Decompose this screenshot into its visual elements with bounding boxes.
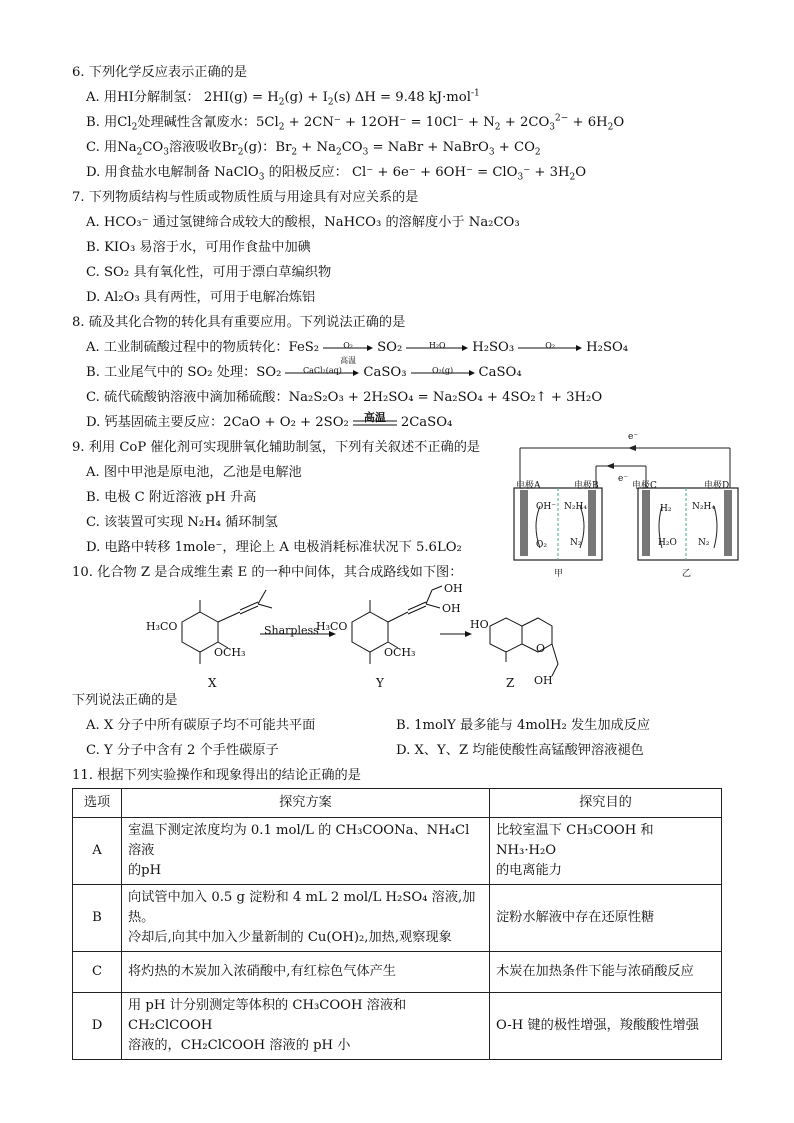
oxygen-label: O₂ bbox=[536, 540, 547, 550]
q6-d-text: D. 用食盐水电解制备 NaClO bbox=[86, 165, 259, 180]
arrow-condition: H₂O bbox=[428, 340, 446, 350]
plan-line: 冷却后,向其中加入少量新制的 Cu(OH)₂,加热,观察现象 bbox=[128, 930, 452, 945]
q6-b-text3: + 2CN⁻ + 12OH⁻ = 10Cl⁻ + N bbox=[284, 115, 495, 130]
row-goal bbox=[490, 885, 722, 952]
q6-c-text4: (g)：Br bbox=[243, 140, 292, 155]
header-goal: 探究目的 bbox=[490, 789, 722, 818]
x-methoxy-label: H₃CO bbox=[146, 620, 178, 633]
q6-c-text6: CO bbox=[341, 140, 363, 155]
row-option: B bbox=[73, 885, 122, 952]
plan-line: 将灼热的木炭加入浓硝酸中,有红棕色气体产生 bbox=[128, 964, 396, 979]
q6-d-text4: O bbox=[575, 165, 587, 180]
nitrogen-label-2: N₂ bbox=[698, 538, 710, 548]
q6-c-text3: 溶液吸收Br bbox=[168, 140, 238, 155]
q6-c-text8: + CO bbox=[494, 140, 535, 155]
electron-label-top: e⁻ bbox=[628, 432, 639, 442]
y-methoxy-label-2: OCH₃ bbox=[384, 646, 416, 659]
q9-stem: 9. 利用 CoP 催化剂可实现肼氧化辅助制氢，下列有关叙述不正确的是 bbox=[72, 440, 481, 455]
q8-b-product2: CaSO₄ bbox=[478, 365, 522, 380]
header-plan: 探究方案 bbox=[122, 789, 490, 818]
q8-a-product2: H₂SO₃ bbox=[472, 340, 515, 355]
table-row bbox=[73, 952, 722, 993]
compound-y-label: Y bbox=[376, 676, 384, 690]
table-row bbox=[73, 885, 722, 952]
y-hydroxyl-label-1: OH bbox=[444, 582, 463, 595]
arrow-condition: CaCl₂(aq) bbox=[302, 365, 342, 375]
q9-option-c: C. 该装置可实现 N₂H₄ 循环制氢 bbox=[86, 515, 278, 530]
cell-jia-label: 甲 bbox=[554, 569, 564, 579]
q6-b-text: B. 用Cl bbox=[86, 115, 132, 130]
synthesis-route bbox=[140, 582, 580, 692]
q7-option-a: A. HCO₃⁻ 通过氢键缔合成较大的酸根，NaHCO₃ 的溶解度小于 Na₂CO₃ bbox=[86, 215, 520, 230]
q6-d-text3: ⁻ + 3H bbox=[523, 165, 570, 180]
q8-stem: 8. 硫及其化合物的转化具有重要应用。下列说法正确的是 bbox=[72, 315, 406, 330]
q8-b-text: B. 工业尾气中的 SO₂ 处理：SO₂ bbox=[86, 365, 282, 380]
row-option: D bbox=[73, 993, 122, 1060]
arrow-condition: O₂ bbox=[545, 340, 556, 350]
q10-option-d: D. X、Y、Z 均能使酸性高锰酸钾溶液褪色 bbox=[396, 743, 644, 758]
electrolysis-diagram bbox=[510, 430, 740, 580]
q8-option-a bbox=[86, 339, 629, 365]
q6-c-text: C. 用Na bbox=[86, 140, 137, 155]
q6-c-text2: CO bbox=[142, 140, 164, 155]
goal-line: 木炭在加热条件下能与浓硝酸反应 bbox=[496, 964, 694, 979]
arrow-condition: O₂ bbox=[343, 340, 353, 350]
q10-option-b: B. 1molY 最多能与 4molH₂ 发生加成反应 bbox=[396, 718, 651, 733]
q7-stem: 7. 下列物质结构与性质或物质性质与用途具有对应关系的是 bbox=[72, 190, 419, 205]
q6-b-text2: 处理碱性含氰废水：5Cl bbox=[137, 115, 279, 130]
q6-c-text7: = NaBr + NaBrO bbox=[368, 140, 489, 155]
reaction-arrow bbox=[518, 340, 582, 353]
goal-line: 比较室温下 CH₃COOH 和 NH₃·H₂O bbox=[496, 823, 654, 858]
plan-line: 向试管中加入 0.5 g 淀粉和 4 mL 2 mol/L H₂SO₄ 溶液,加热。 bbox=[128, 890, 476, 925]
q8-a-text: A. 工业制硫酸过程中的物质转化：FeS₂ bbox=[86, 340, 320, 355]
q9-option-b: B. 电极 C 附近溶液 pH 升高 bbox=[86, 490, 257, 505]
q10-option-c: C. Y 分子中含有 2 个手性碳原子 bbox=[86, 743, 279, 758]
y-methoxy-label: H₃CO bbox=[316, 620, 348, 633]
q8-option-c: C. 硫代硫酸钠溶液中滴加稀硫酸：Na₂S₂O₃ + 2H₂SO₄ = Na₂SO₄ + 4SO₂↑ + 3H₂O bbox=[86, 390, 603, 405]
electrode-a-label: 电极A bbox=[516, 481, 541, 491]
q6-option-c: C. 用$Na_2CO_3$溶液吸收$Br_2(g)$：$Br_2 + Na_2CO_3$ = NaBr + NaBrO$_3$ + $CO_2$ bbox=[86, 140, 541, 158]
reaction-arrow bbox=[406, 340, 468, 353]
q8-d-text: D. 钙基固硫主要反应：2CaO + O₂ + 2SO₂ bbox=[86, 415, 349, 430]
q10-stem: 10. 化合物 Z 是合成维生素 E 的一种中间体，其合成路线如下图： bbox=[72, 565, 463, 580]
q6-option-d: D. 用食盐水电解制备 NaClO$_3$ 的阳极反应： $Cl^- + 6e^- + 6OH^- = ClO_3^- + 3H_2O$ bbox=[86, 165, 587, 183]
row-plan bbox=[122, 818, 490, 885]
q7-option-c: C. SO₂ 具有氧化性，可用于漂白草编织物 bbox=[86, 265, 332, 280]
row-goal bbox=[490, 952, 722, 993]
goal-line: 的电离能力 bbox=[496, 863, 562, 878]
q6-a-sup: -1 bbox=[470, 88, 480, 99]
q6-b-sup: 2− bbox=[555, 113, 569, 124]
q6-b-text4: + 2CO bbox=[500, 115, 550, 130]
x-methoxy-label-2: OCH₃ bbox=[214, 646, 246, 659]
goal-line: O-H 键的极性增强，羧酸酸性增强 bbox=[496, 1018, 699, 1033]
row-option: C bbox=[73, 952, 122, 993]
q8-option-b bbox=[86, 364, 522, 382]
q6-option-b: B. 用$Cl_2$处理碱性含氰废水：$5Cl_2 + 2CN^- + 12OH^- = 10Cl^- + N_2 + 2CO_3^{2-} + 6H_2O$ bbox=[86, 113, 625, 133]
electron-label-middle: e⁻ bbox=[618, 474, 629, 484]
q6-a-text3: (s) ΔH = 9.48 kJ·mol bbox=[333, 90, 471, 105]
q6-option-a: A. 用HI分解制氢： $2HI(g) = H_2(g) + I_2(s) \Delta H = 9.48$ kJ·mol$^{-1}$ bbox=[86, 88, 480, 108]
q6-b-text5: + 6H bbox=[568, 115, 608, 130]
arrow-condition-below: 高温 bbox=[340, 355, 357, 365]
plan-line: 用 pH 计分别测定等体积的 CH₃COOH 溶液和 CH₂ClCOOH bbox=[128, 998, 407, 1033]
equals-condition-label: 高温 bbox=[363, 410, 386, 424]
hydrazine-label-2: N₂H₄ bbox=[692, 502, 715, 512]
reaction-arrow bbox=[285, 365, 359, 378]
hydroxide-label: OH⁻ bbox=[536, 502, 556, 512]
nitrogen-label-1: N₂ bbox=[570, 538, 582, 548]
hydrogen-label: H₂ bbox=[660, 504, 672, 514]
plan-line: 室温下测定浓度均为 0.1 mol/L 的 CH₃COONa、NH₄Cl 溶液 bbox=[128, 823, 470, 858]
q6-b-text6: O bbox=[613, 115, 625, 130]
row-plan bbox=[122, 885, 490, 952]
row-goal bbox=[490, 993, 722, 1060]
q8-option-d bbox=[86, 410, 453, 432]
q8-b-product1: CaSO₃ bbox=[363, 365, 407, 380]
q7-option-b: B. KIO₃ 易溶于水，可用作食盐中加碘 bbox=[86, 240, 311, 255]
water-label: H₂O bbox=[658, 538, 677, 548]
equals-condition bbox=[353, 410, 397, 427]
cell-yi-label: 乙 bbox=[682, 569, 692, 579]
row-option: A bbox=[73, 818, 122, 885]
arrow-condition: O₂(g) bbox=[431, 365, 454, 375]
electrode-b-label: 电极B bbox=[574, 481, 599, 491]
q8-d-product: 2CaSO₄ bbox=[400, 415, 453, 430]
reagent-label: Sharpless bbox=[264, 624, 319, 637]
row-plan bbox=[122, 993, 490, 1060]
table-row bbox=[73, 818, 722, 885]
z-phenol-label: HO bbox=[470, 618, 489, 631]
q6-d-text2: 的阳极反应： Cl⁻ + 6e⁻ + 6OH⁻ = ClO bbox=[264, 165, 518, 180]
table-row bbox=[73, 993, 722, 1060]
goal-line: 淀粉水解液中存在还原性糖 bbox=[496, 910, 655, 925]
q9-option-d: D. 电路中转移 1mole⁻，理论上 A 电极消耗标准状况下 5.6LO₂ bbox=[86, 540, 462, 555]
q7-option-d: D. Al₂O₃ 具有两性，可用于电解冶炼铝 bbox=[86, 290, 316, 305]
q8-a-product1: SO₂ bbox=[377, 340, 403, 355]
q6-stem: 6. 下列化学反应表示正确的是 bbox=[72, 65, 248, 80]
q9-option-a: A. 图中甲池是原电池，乙池是电解池 bbox=[86, 465, 302, 480]
q8-a-product3: H₂SO₄ bbox=[586, 340, 629, 355]
z-hydroxyl-label: OH bbox=[534, 674, 553, 687]
y-hydroxyl-label-2: OH bbox=[442, 602, 461, 615]
q11-stem: 11. 根据下列实验操作和现象得出的结论正确的是 bbox=[72, 768, 361, 783]
electrode-c-label: 电极C bbox=[632, 481, 657, 491]
reaction-arrow bbox=[411, 365, 475, 378]
table-header-row bbox=[73, 789, 722, 818]
compound-x-label: X bbox=[208, 676, 217, 690]
z-ring-oxygen-label: O bbox=[536, 642, 546, 655]
experiment-table bbox=[72, 788, 722, 1060]
q6-a-text2: (g) + I bbox=[284, 90, 328, 105]
row-goal bbox=[490, 818, 722, 885]
plan-line: 的pH bbox=[128, 863, 162, 878]
q6-a-text: A. 用HI分解制氢： 2HI(g) = H bbox=[86, 90, 279, 105]
electrode-d-label: 电极D bbox=[704, 481, 730, 491]
row-plan bbox=[122, 952, 490, 993]
q6-c-text5: + Na bbox=[297, 140, 336, 155]
q10-intro: 下列说法正确的是 bbox=[72, 693, 178, 708]
header-option: 选项 bbox=[73, 789, 122, 818]
reaction-arrow bbox=[323, 340, 373, 365]
compound-z-label: Z bbox=[506, 676, 515, 690]
hydrazine-label-1: N₂H₄ bbox=[564, 502, 587, 512]
plan-line: 溶液的，CH₂ClCOOH 溶液的 pH 小 bbox=[128, 1038, 351, 1053]
q10-option-a: A. X 分子中所有碳原子均不可能共平面 bbox=[86, 718, 316, 733]
